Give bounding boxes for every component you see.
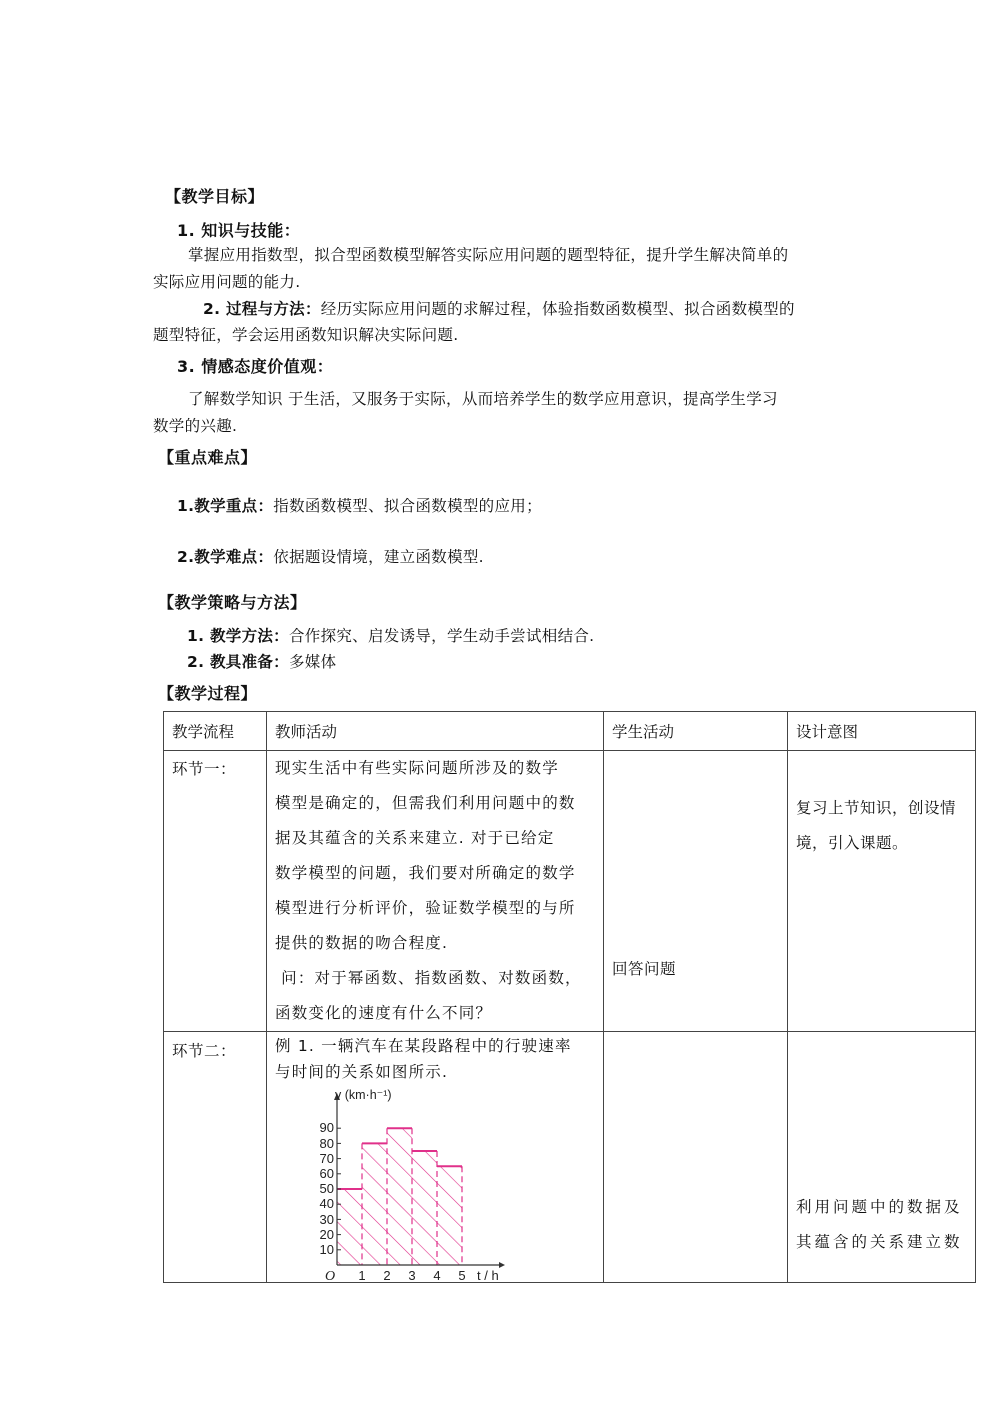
student-activity-cell xyxy=(604,751,788,1032)
objective-3-text-line-2: 数学的兴趣. xyxy=(153,417,238,435)
teacher-text-line: 数学模型的问题，我们要对所确定的数学 xyxy=(275,864,576,882)
column-header-stage: 教学流程 xyxy=(164,712,267,751)
teacher-text-line: 模型是确定的，但需我们利用问题中的数 xyxy=(275,794,576,812)
column-header-intent: 设计意图 xyxy=(788,712,976,751)
teacher-text-line: 据及其蕴含的关系来建立. 对于已给定 xyxy=(275,829,555,847)
y-tick-label: 70 xyxy=(319,1151,334,1166)
x-tick-label: 5 xyxy=(458,1268,466,1282)
student-activity-text: 回答问题 xyxy=(612,960,677,978)
key-point-2 xyxy=(177,545,484,567)
x-tick-label: 2 xyxy=(383,1268,391,1282)
teacher-activity-cell xyxy=(267,751,604,1032)
objective-2-text-line-2: 题型特征，学会运用函数知识解决实际问题. xyxy=(153,326,459,344)
student-activity-cell xyxy=(604,1032,788,1283)
strategy-2 xyxy=(187,650,336,672)
process-heading: 【教学过程】 xyxy=(158,684,258,703)
y-tick-label: 20 xyxy=(319,1227,334,1242)
y-tick-label: 40 xyxy=(319,1196,334,1211)
y-tick-label: 80 xyxy=(319,1136,334,1151)
strategy-1 xyxy=(187,624,594,646)
key-point-1-text: 指数函数模型、拟合函数模型的应用； xyxy=(273,497,542,515)
key-point-2-label: 2.教学难点： xyxy=(177,548,274,566)
x-tick-label: 4 xyxy=(433,1268,441,1282)
strategy-1-text: 合作探究、启发诱导，学生动手尝试相结合. xyxy=(288,627,595,645)
objective-1-label: 1. 知识与技能： xyxy=(177,221,301,240)
column-header-teacher: 教师活动 xyxy=(267,712,604,751)
x-tick-label: 3 xyxy=(408,1268,416,1282)
stage-label: 环节二： xyxy=(172,1042,237,1060)
y-tick-label: 50 xyxy=(319,1181,334,1196)
y-tick-label: 30 xyxy=(319,1212,334,1227)
intent-text-line: 利用问题中的数据及 xyxy=(796,1198,963,1216)
velocity-time-chart xyxy=(301,1087,521,1282)
objective-3-label: 3. 情感态度价值观： xyxy=(177,357,334,376)
intent-text-line: 其蕴含的关系建立数 xyxy=(796,1233,963,1251)
strategy-1-label: 1. 教学方法： xyxy=(187,627,289,645)
objective-1-text-line-1: 掌握应用指数型，拟合型函数模型解答实际应用问题的题型特征，提升学生解决简单的 xyxy=(188,246,789,264)
key-point-2-text: 依据题设情境，建立函数模型. xyxy=(273,548,484,566)
stage-cell xyxy=(164,1032,267,1283)
key-point-1 xyxy=(177,494,542,516)
strategy-2-label: 2. 教具准备： xyxy=(187,653,289,671)
strategy-heading: 【教学策略与方法】 xyxy=(158,593,307,612)
design-intent-cell xyxy=(788,1032,976,1283)
x-tick-label: 1 xyxy=(358,1268,366,1282)
y-tick-label: 10 xyxy=(319,1242,334,1257)
teacher-text-line: 例 1. 一辆汽车在某段路程中的行驶速率 xyxy=(275,1037,572,1055)
teacher-text-line: 现实生活中有些实际问题所涉及的数学 xyxy=(275,759,559,777)
key-points-heading: 【重点难点】 xyxy=(158,448,258,467)
teacher-text-line: 提供的数据的吻合程度. xyxy=(275,934,449,952)
table-row xyxy=(164,1032,976,1283)
teacher-activity-cell xyxy=(267,1032,604,1283)
stage-label: 环节一： xyxy=(172,760,237,778)
objective-2-line xyxy=(203,297,795,319)
column-header-student: 学生活动 xyxy=(604,712,788,751)
y-tick-label: 90 xyxy=(319,1120,334,1135)
intent-text-line: 复习上节知识，创设情 xyxy=(796,799,957,817)
step-chart-svg xyxy=(301,1087,521,1282)
strategy-2-text: 多媒体 xyxy=(288,653,337,671)
teacher-text-line: 模型进行分析评价，验证数学模型的与所 xyxy=(275,899,576,917)
y-tick-label: 60 xyxy=(319,1166,334,1181)
objective-2-text: 经历实际应用问题的求解过程，体验指数函数模型、拟合函数模型的 xyxy=(320,300,795,318)
process-table xyxy=(163,711,976,1283)
teacher-text-line: 函数变化的速度有什么不同？ xyxy=(275,1004,493,1022)
objective-2-label: 2. 过程与方法： xyxy=(203,300,321,318)
x-axis-label: t / h xyxy=(477,1268,499,1282)
key-point-1-label: 1.教学重点： xyxy=(177,497,274,515)
objective-3-text-line-1: 了解数学知识 于生活，又服务于实际，从而培养学生的数学应用意识，提高学生学习 xyxy=(188,390,778,408)
design-intent-cell xyxy=(788,751,976,1032)
table-header-row xyxy=(164,712,976,751)
teacher-text-line: 与时间的关系如图所示. xyxy=(275,1063,449,1081)
table-row xyxy=(164,751,976,1032)
objectives-heading: 【教学目标】 xyxy=(165,187,265,206)
intent-text-line: 境，引入课题。 xyxy=(796,834,909,852)
stage-cell xyxy=(164,751,267,1032)
y-axis-label: v (km·h⁻¹) xyxy=(335,1088,392,1102)
teacher-question-line: 问：对于幂函数、指数函数、对数函数， xyxy=(275,969,582,987)
origin-label: O xyxy=(325,1269,336,1282)
objective-1-text-line-2: 实际应用问题的能力. xyxy=(153,273,301,291)
